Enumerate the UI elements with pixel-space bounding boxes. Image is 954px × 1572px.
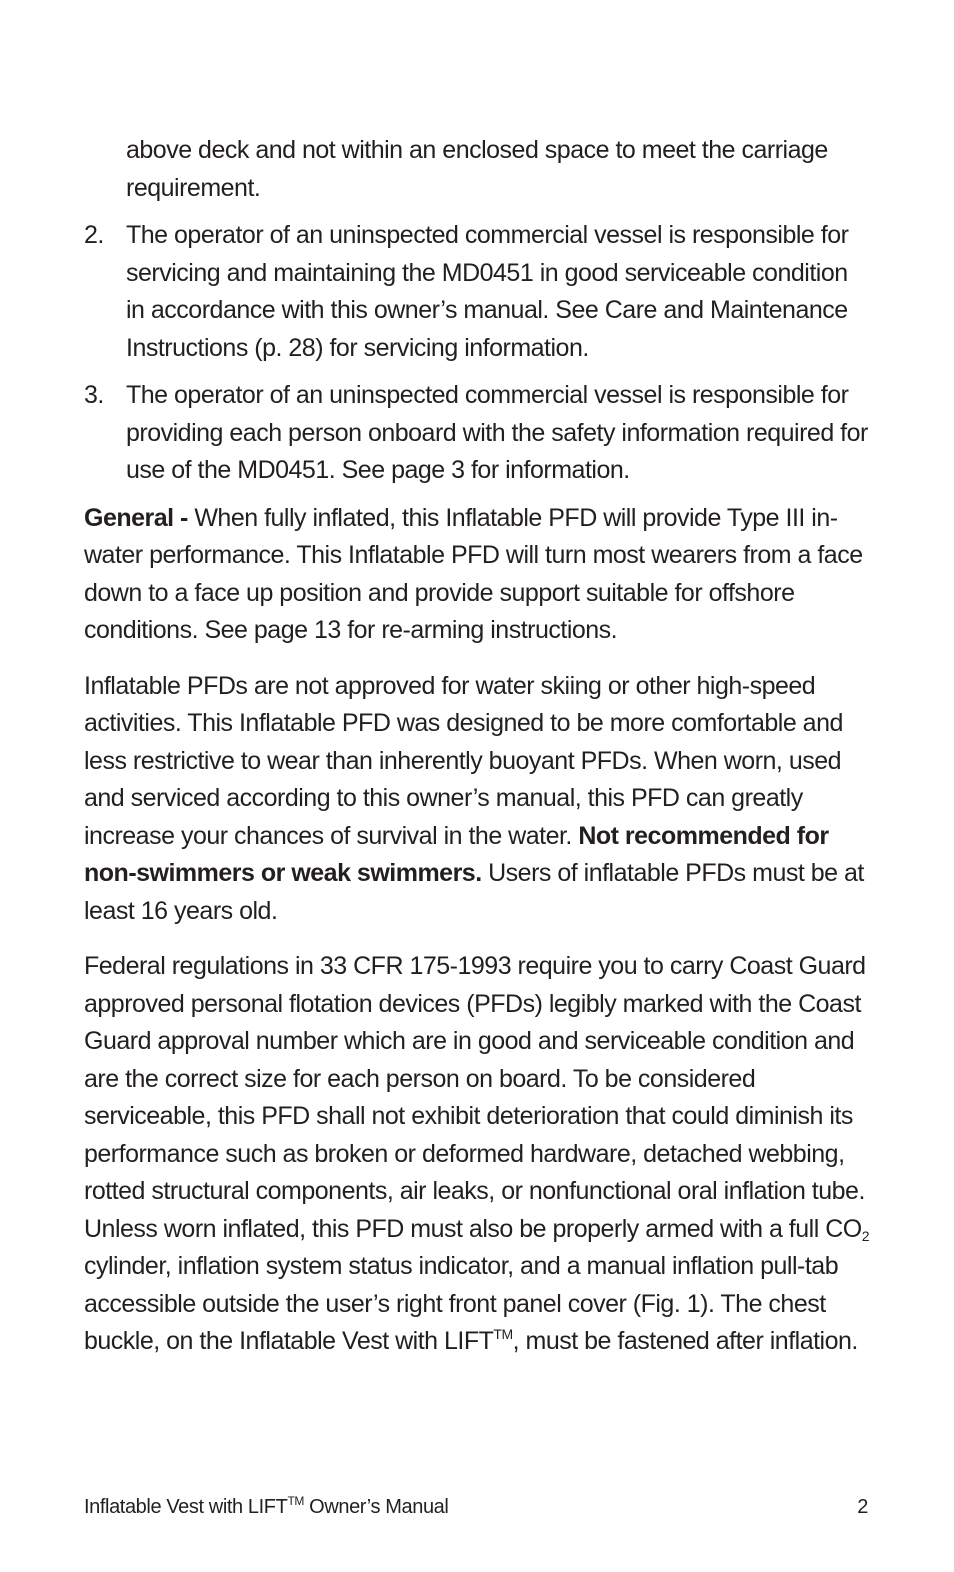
age-requirement: Users of inflatable PFDs must be at least 16 years old. xyxy=(84,859,864,925)
federal-paragraph xyxy=(84,948,872,1361)
trademark-superscript: TM xyxy=(493,1326,513,1342)
inflatable-paragraph xyxy=(84,668,872,931)
list-item-number: 2. xyxy=(84,221,104,249)
federal-text-part1: Federal regulations in 33 CFR 175-1993 require you to carry Coast Guard approved personal flotation devices (PFDs) legibly marked with the Coast Guard approval number which are in good and serviceable condition and are the correct size for each person on board. To be considered serviceable, this PFD shall not exhibit deterioration that could diminish its performance such as broken or deformed hardware, detached webbing, rotted structural components, air leaks, or nonfunctional oral inflation tube. Unless worn inflated, this PFD must also be properly armed with a full CO xyxy=(84,952,866,1243)
continued-list-text: above deck and not within an enclosed space to meet the carriage requirement. xyxy=(126,136,828,202)
footer-trademark: TM xyxy=(287,1494,304,1508)
swimmer-warning: Not recommended for non-swimmers or weak swimmers. xyxy=(84,821,829,887)
list-item xyxy=(84,217,872,367)
footer-title-suffix: Owner’s Manual xyxy=(309,1496,449,1518)
page-content xyxy=(84,132,872,1379)
general-paragraph xyxy=(84,500,872,650)
general-heading: General - xyxy=(84,503,188,532)
inflatable-text: Inflatable PFDs are not approved for water skiing or other high-speed activities. This Inflatable PFD was designed to be more comfortable and less restrictive to wear than inherently buoyant PFDs. When worn, used and serviced according to this owner’s manual, this PFD can greatly increase your chances of survival in the water. xyxy=(84,671,843,850)
list-item xyxy=(84,377,872,490)
general-text: When fully inflated, this Inflatable PFD will provide Type III in-water performance. This Inflatable PFD will turn most wearers from a face down to a face up position and provide support suitable for offshore conditions. See page 13 for re-arming instructions. xyxy=(84,503,863,644)
footer-title-prefix: Inflatable Vest with LIFT xyxy=(84,1496,288,1518)
federal-text-part3: , must be fastened after inflation. xyxy=(512,1327,858,1355)
page-footer xyxy=(84,1492,868,1522)
list-item-text: The operator of an uninspected commercial vessel is responsible for servicing and maintaining the MD0451 in good serviceable condition in accordance with this owner’s manual. See Care and Maintenance Instructions (p. 28) for servicing information. xyxy=(126,221,849,362)
list-item-number: 3. xyxy=(84,381,104,409)
co2-subscript: 2 xyxy=(861,1227,870,1244)
footer-title xyxy=(84,1492,448,1522)
list-item-text: The operator of an uninspected commercial vessel is responsible for providing each person onboard with the safety information required for use of the MD0451. See page 3 for information. xyxy=(126,381,868,484)
federal-text-part2: cylinder, inflation system status indicator, and a manual inflation pull-tab accessible outside the user’s right front panel cover (Fig. 1). The chest buckle, on the Inflatable Vest with LIFT xyxy=(84,1252,839,1355)
requirements-list xyxy=(84,217,872,490)
page-number: 2 xyxy=(857,1496,868,1518)
